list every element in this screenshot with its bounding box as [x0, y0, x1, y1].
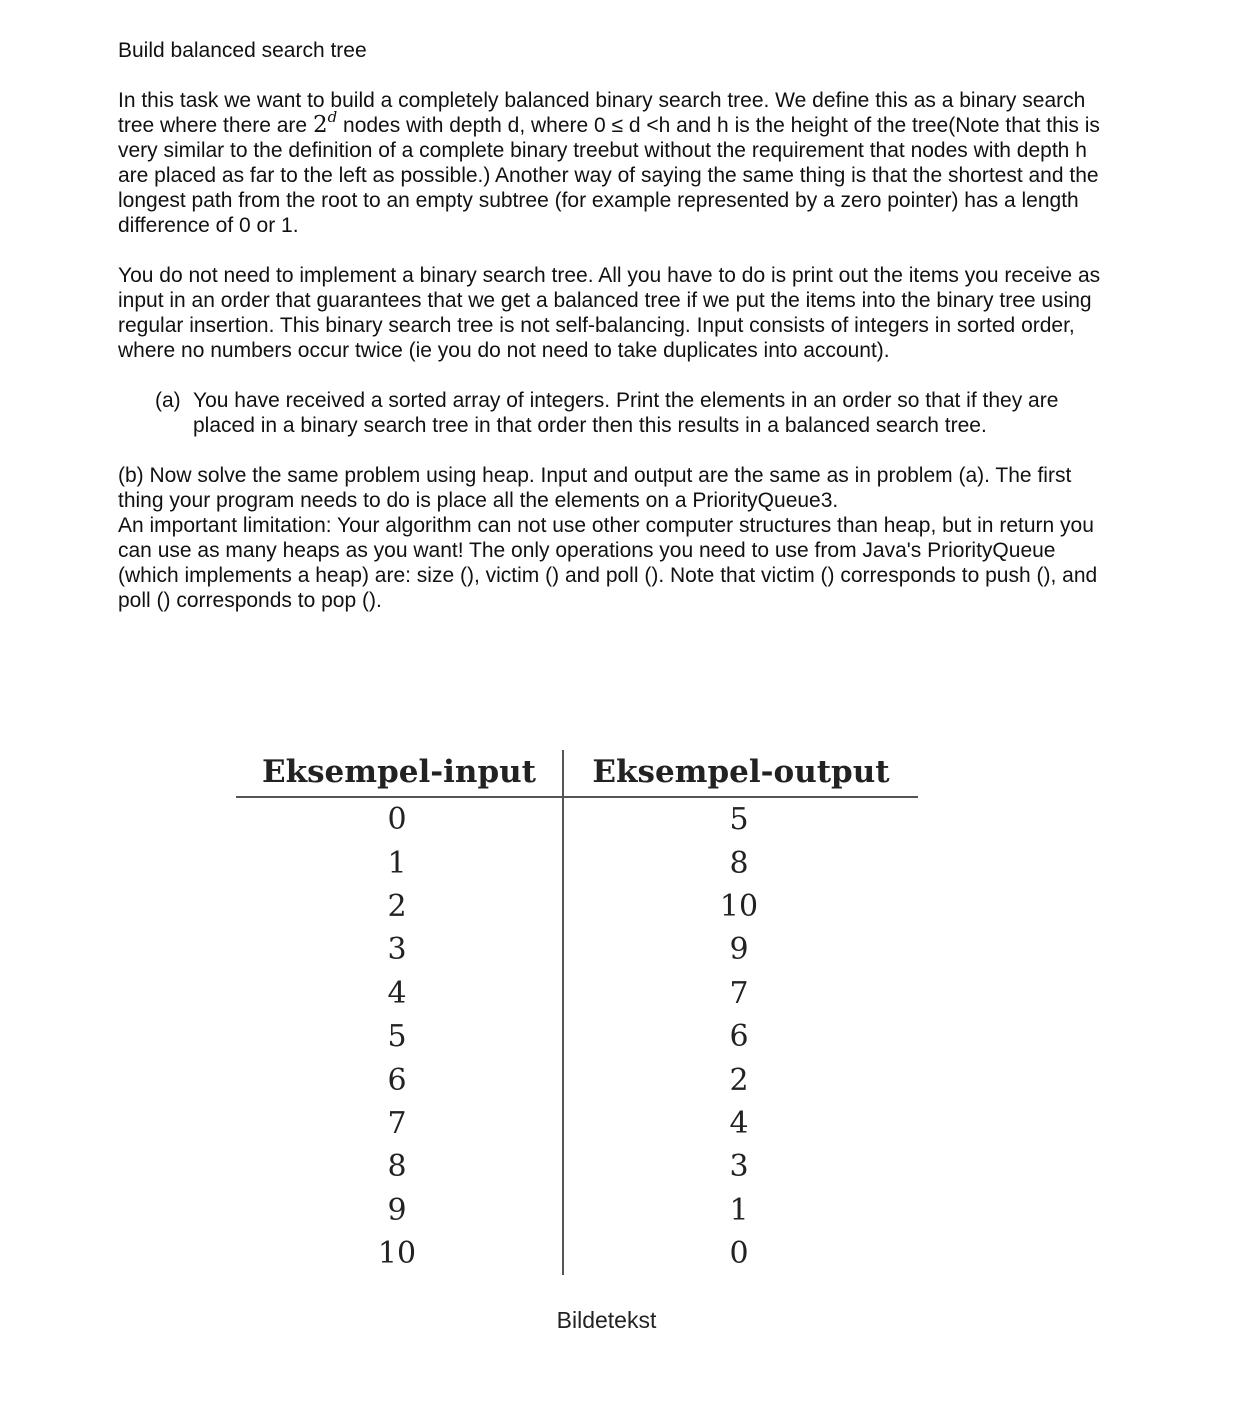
intro-text-after: nodes with depth d, where 0 ≤ d <h and h is the height of the tree(Note that this is very similar to the definition of a complete binary treebut without the requirement that nodes with depth h are placed as far to the left as possible.) Another way of saying the same thing is that the shortest and the longest path from the root to an empty subtree (for example represented by a zero pointer) has a length difference of 0 or 1. [118, 114, 1100, 237]
table-row [236, 1015, 918, 1058]
table-body [236, 797, 918, 1275]
table-row [236, 1102, 918, 1145]
output-cell: 0 [729, 1236, 749, 1272]
part-b-line2: An important limitation: Your algorithm can not use other computer structures than heap, but in return you can use as many heaps as you want! The only operations you need to use from Java's PriorityQueue (which implements a heap) are: size (), victim () and poll (). Note that victim () corresponds to push (), and poll () corresponds to pop (). [118, 514, 1098, 612]
output-cell: 7 [729, 975, 749, 1011]
table-row [236, 841, 918, 884]
input-cell: 0 [236, 797, 563, 841]
input-cell: 4 [236, 972, 563, 1015]
header-example-output: Eksempel-output [563, 750, 918, 797]
output-cell: 8 [729, 845, 749, 881]
math-exponent: d [327, 108, 338, 126]
intro-paragraph [118, 88, 1118, 238]
input-cell: 9 [236, 1189, 563, 1232]
input-cell: 10 [236, 1232, 563, 1275]
table-row [236, 1058, 918, 1101]
table-row [236, 928, 918, 971]
output-cell: 2 [729, 1062, 749, 1098]
input-cell: 1 [236, 841, 563, 884]
part-a-item [155, 388, 1118, 438]
figure-caption: Bildetekst [556, 1307, 657, 1333]
input-cell: 5 [236, 1015, 563, 1058]
output-cell: 6 [729, 1019, 749, 1055]
table-row [236, 797, 918, 841]
output-cell: 5 [729, 802, 749, 838]
table-header-row [236, 750, 918, 797]
input-cell: 6 [236, 1058, 563, 1101]
document-title: Build balanced search tree [118, 39, 367, 62]
input-cell: 2 [236, 885, 563, 928]
input-cell: 7 [236, 1102, 563, 1145]
input-cell: 3 [236, 928, 563, 971]
header-example-input: Eksempel-input [236, 750, 563, 797]
part-a-text: You have received a sorted array of integers. Print the elements in an order so that if they are placed in a binary search tree in that order then this results in a balanced search tree. [193, 389, 1059, 437]
output-cell: 9 [729, 932, 749, 968]
table-row [236, 972, 918, 1015]
table-row [236, 885, 918, 928]
part-b-line1: (b) Now solve the same problem using heap. Input and output are the same as in problem (a). The first thing your program needs to do is place all the elements on a PriorityQueue3. [118, 464, 1072, 512]
output-cell: 1 [729, 1192, 749, 1228]
instructions-paragraph: You do not need to implement a binary search tree. All you have to do is print out the items you receive as input in an order that guarantees that we get a balanced tree if we put the items into the binary tree using regular insertion. This binary search tree is not self-balancing. Input consists of integers in sorted order, where no numbers occur twice (ie you do not need to take duplicates into account). [118, 264, 1101, 362]
input-cell: 8 [236, 1145, 563, 1188]
math-two-to-d [312, 108, 338, 138]
output-cell: 4 [729, 1105, 749, 1141]
example-table [236, 750, 918, 1275]
output-cell: 3 [729, 1149, 749, 1185]
intro-text-before: In this task we want to build a completely balanced binary search tree. We define this as a binary search tree where there are [118, 89, 1086, 137]
table-row [236, 1232, 918, 1275]
table-row [236, 1145, 918, 1188]
table-row [236, 1189, 918, 1232]
math-base: 2 [312, 112, 328, 138]
part-b-paragraph [118, 463, 1118, 613]
output-cell: 10 [719, 888, 759, 924]
document-body [118, 38, 1118, 613]
part-a-label: (a) [155, 389, 181, 412]
